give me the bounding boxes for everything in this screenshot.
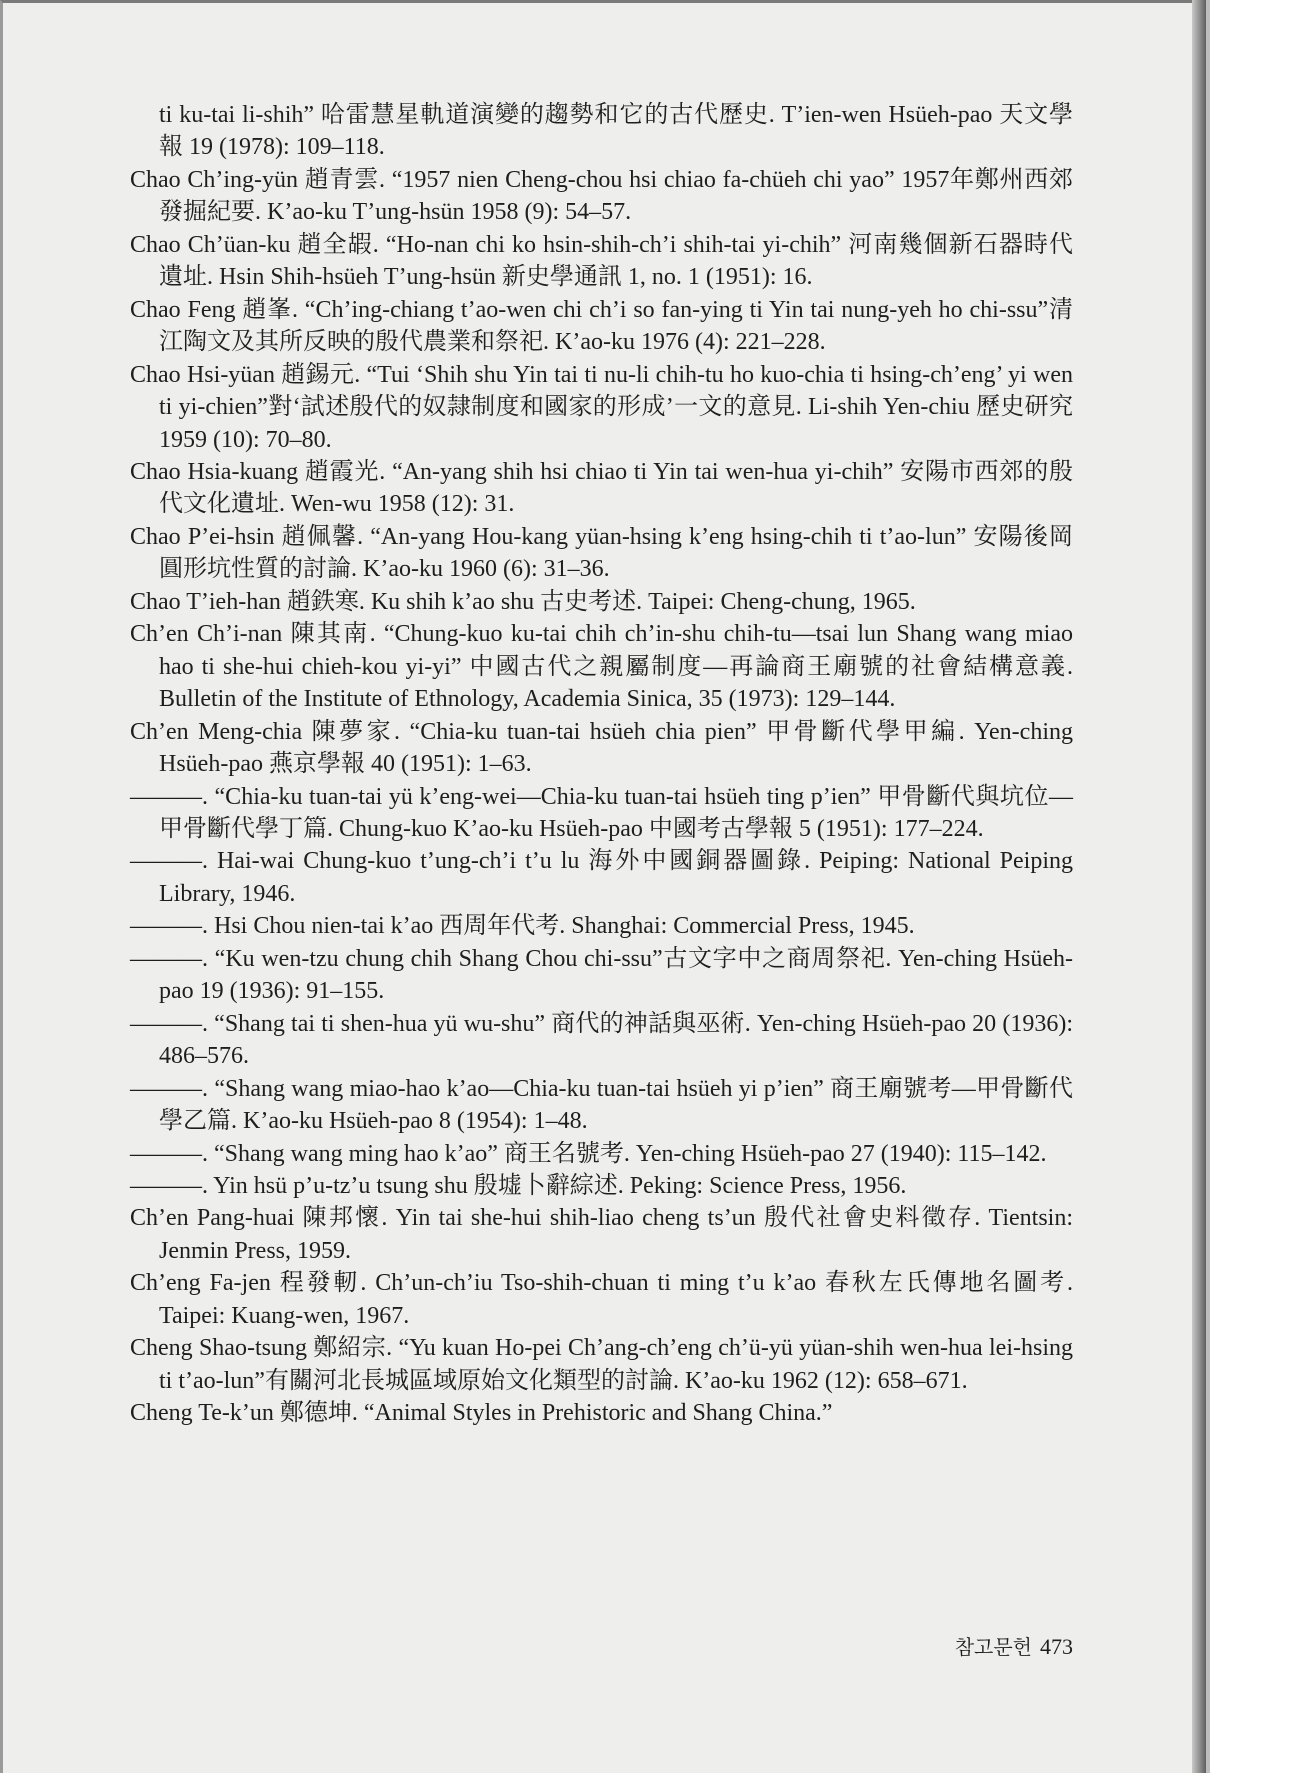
bibliography-entry: Ch’en Meng-chia 陳夢家. “Chia-ku tuan-tai hsüeh chia pien” 甲骨斷代學甲編. Yen-ching Hsüeh-pao 燕京學報 40 (1951): 1–63. [130, 718, 1073, 778]
bibliography-entry: ———. “Shang wang ming hao k’ao” 商王名號考. Yen-ching Hsüeh-pao 27 (1940): 115–142. [130, 1140, 1047, 1167]
bibliography-entry-continued: ti ku-tai li-shih” 哈雷慧星軌道演變的趨勢和它的古代歷史. T’ien-wen Hsüeh-pao 天文學報 19 (1978): 109–118. [159, 102, 1073, 161]
bibliography-entry: Chao T’ieh-han 趙鉄寒. Ku shih k’ao shu 古史考述. Taipei: Cheng-chung, 1965. [130, 588, 916, 615]
bibliography-entry: Ch’eng Fa-jen 程發軔. Ch’un-ch’iu Tso-shih-chuan ti ming t’u k’ao 春秋左氏傳地名圖考. Taipei: Kuang-wen, 1967. [130, 1270, 1073, 1329]
bibliography-entry: ———. “Chia-ku tuan-tai yü k’eng-wei—Chia-ku tuan-tai hsüeh ting p’ien” 甲骨斷代與坑位—甲骨斷代學丁篇. Chung-kuo K’ao-ku Hsüeh-pao 中國考古學報 5 (1951): 177–224. [130, 783, 1073, 842]
bibliography-entry: ———. “Ku wen-tzu chung chih Shang Chou chi-ssu”古文字中之商周祭祀. Yen-ching Hsüeh-pao 19 (1936): 91–155. [130, 945, 1073, 1005]
bibliography-entry: Chao Hsia-kuang 趙霞光. “An-yang shih hsi chiao ti Yin tai wen-hua yi-chih” 安陽市西郊的殷代文化遺址. Wen-wu 1958 (12): 31. [130, 458, 1073, 518]
bibliography-entry: Chao Ch’üan-ku 趙全嘏. “Ho-nan chi ko hsin-shih-ch’i shih-tai yi-chih” 河南幾個新石器時代遺址. Hsin Shih-hsüeh T’ung-hsün 新史學通訊 1, no. 1 (1951): 16. [130, 231, 1073, 291]
bibliography-entry: ———. Hai-wai Chung-kuo t’ung-ch’i t’u lu 海外中國銅器圖錄. Peiping: National Peiping Library, 1946. [130, 848, 1073, 907]
bibliography-entry: Chao P’ei-hsin 趙佩馨. “An-yang Hou-kang yüan-hsing k’eng hsing-chih ti t’ao-lun” 安陽後岡圓形坑性質的討論. K’ao-ku 1960 (6): 31–36. [130, 523, 1073, 583]
bibliography-entry: Cheng Te-k’un 鄭德坤. “Animal Styles in Prehistoric and Shang China.” [130, 1400, 833, 1427]
bibliography-entry: Cheng Shao-tsung 鄭紹宗. “Yu kuan Ho-pei Ch’ang-ch’eng ch’ü-yü yüan-shih wen-hua lei-hsing ti t’ao-lun”有關河北長城區域原始文化類型的討論. K’ao-ku 1962 (12): 658–671. [130, 1335, 1073, 1394]
bibliography-text [130, 99, 1073, 1430]
bibliography-entry: ———. Hsi Chou nien-tai k’ao 西周年代考. Shanghai: Commercial Press, 1945. [130, 913, 915, 940]
bibliography-entry: Chao Feng 趙峯. “Ch’ing-chiang t’ao-wen chi ch’i so fan-ying ti Yin tai nung-yeh ho chi-ssu”清江陶文及其所反映的殷代農業和祭祀. K’ao-ku 1976 (4): 221–228. [130, 296, 1073, 356]
page-number: 473 [1040, 1634, 1073, 1659]
page-footer [873, 1631, 1073, 1660]
bibliography-entry: ———. “Shang wang miao-hao k’ao—Chia-ku tuan-tai hsüeh yi p’ien” 商王廟號考—甲骨斷代學乙篇. K’ao-ku Hsüeh-pao 8 (1954): 1–48. [130, 1075, 1073, 1135]
page-edge-highlight [1206, 0, 1210, 1773]
bibliography-entry: Ch’en Ch’i-nan 陳其南. “Chung-kuo ku-tai chih ch’in-shu chih-tu—tsai lun Shang wang miao hao ti she-hui chieh-kou yi-yi” 中國古代之親屬制度—再論商王廟號的社會結構意義. Bulletin of the Institute of Ethnology, Academia Sinica, 35 (1973): 129–144. [130, 621, 1073, 713]
bibliography-entry: Chao Ch’ing-yün 趙青雲. “1957 nien Cheng-chou hsi chiao fa-chüeh chi yao” 1957年鄭州西郊發掘紀要. K’ao-ku T’ung-hsün 1958 (9): 54–57. [130, 166, 1073, 226]
bibliography-entry: ———. Yin hsü p’u-tz’u tsung shu 殷墟卜辭綜述. Peking: Science Press, 1956. [130, 1172, 907, 1199]
section-label: 참고문헌 [954, 1635, 1032, 1659]
page-edge-shadow [1192, 0, 1206, 1773]
bibliography-entry: ———. “Shang tai ti shen-hua yü wu-shu” 商代的神話與巫術. Yen-ching Hsüeh-pao 20 (1936): 486–576. [130, 1010, 1073, 1070]
bibliography-entry: Chao Hsi-yüan 趙錫元. “Tui ‘Shih shu Yin tai ti nu-li chih-tu ho kuo-chia ti hsing-ch’eng’ yi wen ti yi-chien”對‘試述殷代的奴隷制度和國家的形成’一文的意見. Li-shih Yen-chiu 歷史研究 1959 (10): 70–80. [130, 361, 1073, 453]
bibliography-entry: Ch’en Pang-huai 陳邦懷. Yin tai she-hui shih-liao cheng ts’un 殷代社會史料徵存. Tientsin: Jenmin Press, 1959. [130, 1205, 1073, 1264]
